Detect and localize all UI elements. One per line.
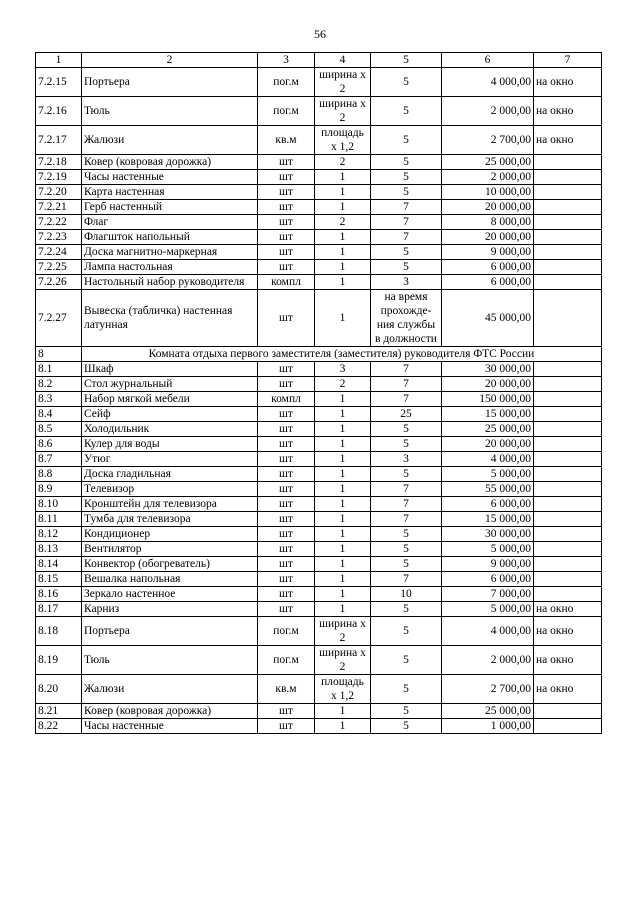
item-price: 2 700,00: [442, 675, 534, 704]
item-unit: шт: [258, 215, 315, 230]
item-price: 4 000,00: [442, 452, 534, 467]
item-note: [534, 497, 602, 512]
column-header: 4: [315, 53, 371, 68]
item-price: 1 000,00: [442, 719, 534, 734]
section-8-header: [36, 347, 602, 362]
item-note: [534, 290, 602, 347]
item-number: 8.12: [36, 527, 82, 542]
item-number: 7.2.19: [36, 170, 82, 185]
item-quantity: площадь х 1,2: [315, 126, 371, 155]
item-note: [534, 452, 602, 467]
item-note: [534, 245, 602, 260]
item-number: 8.10: [36, 497, 82, 512]
item-note: на окно: [534, 617, 602, 646]
item-name: Вешалка напольная: [82, 572, 258, 587]
item-number: 8.15: [36, 572, 82, 587]
item-number: 8.13: [36, 542, 82, 557]
item-price: 6 000,00: [442, 572, 534, 587]
section-row: [36, 347, 602, 362]
item-name: Тумба для телевизора: [82, 512, 258, 527]
column-header: 6: [442, 53, 534, 68]
item-name: Портьера: [82, 68, 258, 97]
item-note: [534, 719, 602, 734]
item-number: 8.17: [36, 602, 82, 617]
item-number: 8.21: [36, 704, 82, 719]
table-row: [36, 482, 602, 497]
item-number: 8.3: [36, 392, 82, 407]
item-name: Лампа настольная: [82, 260, 258, 275]
item-note: [534, 587, 602, 602]
item-note: [534, 155, 602, 170]
item-quantity: 1: [315, 512, 371, 527]
item-note: [534, 527, 602, 542]
item-unit: шт: [258, 260, 315, 275]
item-name: Жалюзи: [82, 126, 258, 155]
item-unit: шт: [258, 527, 315, 542]
item-quantity: 1: [315, 467, 371, 482]
item-number: 7.2.27: [36, 290, 82, 347]
item-term: 7: [371, 215, 442, 230]
item-number: 8.9: [36, 482, 82, 497]
item-note: [534, 200, 602, 215]
item-number: 8.14: [36, 557, 82, 572]
item-quantity: 1: [315, 422, 371, 437]
item-quantity: 1: [315, 392, 371, 407]
item-quantity: площадь х 1,2: [315, 675, 371, 704]
table-row: [36, 68, 602, 97]
table-row: [36, 675, 602, 704]
page-number: 56: [314, 27, 326, 41]
item-term: 7: [371, 200, 442, 215]
table-row: [36, 557, 602, 572]
item-price: 8 000,00: [442, 215, 534, 230]
table-row: [36, 719, 602, 734]
item-unit: шт: [258, 497, 315, 512]
item-quantity: 1: [315, 482, 371, 497]
table-row: [36, 170, 602, 185]
table-row: [36, 185, 602, 200]
item-note: [534, 377, 602, 392]
item-unit: пог.м: [258, 646, 315, 675]
table-row: [36, 377, 602, 392]
item-price: 150 000,00: [442, 392, 534, 407]
item-number: 8.5: [36, 422, 82, 437]
item-name: Герб настенный: [82, 200, 258, 215]
item-price: 2 000,00: [442, 170, 534, 185]
item-unit: шт: [258, 719, 315, 734]
item-note: на окно: [534, 675, 602, 704]
item-price: 2 000,00: [442, 97, 534, 126]
item-price: 2 700,00: [442, 126, 534, 155]
item-quantity: 1: [315, 557, 371, 572]
item-term: 7: [371, 497, 442, 512]
item-quantity: ширина х 2: [315, 617, 371, 646]
item-quantity: 1: [315, 170, 371, 185]
item-name: Кондиционер: [82, 527, 258, 542]
item-unit: шт: [258, 602, 315, 617]
section-number: 8: [36, 347, 82, 362]
item-number: 8.2: [36, 377, 82, 392]
item-quantity: 1: [315, 245, 371, 260]
item-unit: шт: [258, 245, 315, 260]
item-price: 5 000,00: [442, 467, 534, 482]
item-unit: компл: [258, 275, 315, 290]
item-note: [534, 542, 602, 557]
item-unit: шт: [258, 512, 315, 527]
item-note: [534, 260, 602, 275]
item-note: [534, 704, 602, 719]
item-price: 55 000,00: [442, 482, 534, 497]
item-number: 8.22: [36, 719, 82, 734]
item-number: 8.8: [36, 467, 82, 482]
item-unit: шт: [258, 155, 315, 170]
item-term: 5: [371, 719, 442, 734]
item-quantity: 1: [315, 260, 371, 275]
item-name: Доска гладильная: [82, 467, 258, 482]
item-unit: шт: [258, 170, 315, 185]
item-number: 7.2.16: [36, 97, 82, 126]
item-quantity: 1: [315, 719, 371, 734]
item-name: Сейф: [82, 407, 258, 422]
item-name: Вывеска (табличка) настенная латунная: [82, 290, 258, 347]
item-note: на окно: [534, 646, 602, 675]
section-title: Комната отдыха первого заместителя (заместителя) руководителя ФТС России: [82, 347, 602, 362]
item-term: 5: [371, 437, 442, 452]
item-quantity: 1: [315, 704, 371, 719]
item-price: 15 000,00: [442, 407, 534, 422]
item-unit: компл: [258, 392, 315, 407]
table-row: [36, 126, 602, 155]
item-quantity: 1: [315, 275, 371, 290]
item-unit: шт: [258, 290, 315, 347]
item-price: 9 000,00: [442, 245, 534, 260]
item-term: 5: [371, 527, 442, 542]
item-note: [534, 482, 602, 497]
column-header: 7: [534, 53, 602, 68]
item-name: Часы настенные: [82, 170, 258, 185]
item-name: Доска магнитно-маркерная: [82, 245, 258, 260]
item-name: Вентилятор: [82, 542, 258, 557]
table-row: [36, 290, 602, 347]
table-row: [36, 542, 602, 557]
item-price: 4 000,00: [442, 68, 534, 97]
item-name: Настольный набор руководителя: [82, 275, 258, 290]
item-price: 45 000,00: [442, 290, 534, 347]
item-quantity: 1: [315, 200, 371, 215]
item-term: 7: [371, 512, 442, 527]
item-price: 25 000,00: [442, 704, 534, 719]
item-unit: шт: [258, 557, 315, 572]
item-quantity: 1: [315, 527, 371, 542]
item-term: 3: [371, 452, 442, 467]
item-term: 7: [371, 377, 442, 392]
item-note: [534, 437, 602, 452]
item-unit: шт: [258, 407, 315, 422]
item-name: Часы настенные: [82, 719, 258, 734]
item-term: 5: [371, 617, 442, 646]
item-name: Карта настенная: [82, 185, 258, 200]
item-note: [534, 572, 602, 587]
item-name: Портьера: [82, 617, 258, 646]
item-number: 7.2.26: [36, 275, 82, 290]
item-note: [534, 407, 602, 422]
item-note: на окно: [534, 68, 602, 97]
table-row: [36, 646, 602, 675]
item-price: 7 000,00: [442, 587, 534, 602]
item-term: 5: [371, 557, 442, 572]
item-note: [534, 392, 602, 407]
item-price: 20 000,00: [442, 437, 534, 452]
table-row: [36, 437, 602, 452]
item-note: на окно: [534, 97, 602, 126]
table-row: [36, 155, 602, 170]
item-term: 5: [371, 422, 442, 437]
item-price: 6 000,00: [442, 260, 534, 275]
item-term: 7: [371, 572, 442, 587]
item-name: Телевизор: [82, 482, 258, 497]
item-number: 7.2.15: [36, 68, 82, 97]
item-term: 5: [371, 542, 442, 557]
item-name: Стол журнальный: [82, 377, 258, 392]
item-number: 8.11: [36, 512, 82, 527]
item-name: Ковер (ковровая дорожка): [82, 155, 258, 170]
item-number: 8.16: [36, 587, 82, 602]
item-name: Кулер для воды: [82, 437, 258, 452]
item-name: Конвектор (обогреватель): [82, 557, 258, 572]
table-row: [36, 215, 602, 230]
item-unit: шт: [258, 422, 315, 437]
item-number: 8.1: [36, 362, 82, 377]
item-name: Зеркало настенное: [82, 587, 258, 602]
item-quantity: ширина х 2: [315, 646, 371, 675]
item-price: 5 000,00: [442, 542, 534, 557]
item-term: на время прохожде-ния службы в должности: [371, 290, 442, 347]
section-7-rows: [36, 68, 602, 347]
item-note: [534, 185, 602, 200]
item-quantity: 1: [315, 290, 371, 347]
item-price: 10 000,00: [442, 185, 534, 200]
item-quantity: 3: [315, 362, 371, 377]
table-row: [36, 704, 602, 719]
item-unit: пог.м: [258, 617, 315, 646]
table-row: [36, 362, 602, 377]
item-unit: шт: [258, 230, 315, 245]
item-term: 7: [371, 230, 442, 245]
item-note: на окно: [534, 602, 602, 617]
item-name: Ковер (ковровая дорожка): [82, 704, 258, 719]
item-name: Набор мягкой мебели: [82, 392, 258, 407]
column-header: 5: [371, 53, 442, 68]
item-name: Флагшток напольный: [82, 230, 258, 245]
item-quantity: 1: [315, 497, 371, 512]
item-note: [534, 422, 602, 437]
item-number: 7.2.22: [36, 215, 82, 230]
item-unit: кв.м: [258, 675, 315, 704]
item-quantity: 2: [315, 377, 371, 392]
column-header: 1: [36, 53, 82, 68]
item-price: 6 000,00: [442, 497, 534, 512]
norms-table: [35, 52, 602, 734]
item-price: 5 000,00: [442, 602, 534, 617]
item-term: 5: [371, 185, 442, 200]
item-term: 5: [371, 155, 442, 170]
item-term: 5: [371, 170, 442, 185]
item-price: 20 000,00: [442, 230, 534, 245]
item-price: 15 000,00: [442, 512, 534, 527]
item-unit: шт: [258, 482, 315, 497]
table-row: [36, 467, 602, 482]
item-term: 5: [371, 245, 442, 260]
item-note: на окно: [534, 126, 602, 155]
item-unit: шт: [258, 437, 315, 452]
table-row: [36, 452, 602, 467]
item-unit: шт: [258, 542, 315, 557]
table-row: [36, 200, 602, 215]
table-row: [36, 230, 602, 245]
item-term: 5: [371, 602, 442, 617]
table-row: [36, 497, 602, 512]
item-unit: пог.м: [258, 68, 315, 97]
item-quantity: 1: [315, 542, 371, 557]
item-quantity: 1: [315, 602, 371, 617]
item-term: 25: [371, 407, 442, 422]
item-quantity: ширина х 2: [315, 68, 371, 97]
item-term: 5: [371, 646, 442, 675]
item-unit: шт: [258, 362, 315, 377]
item-unit: шт: [258, 452, 315, 467]
item-term: 5: [371, 704, 442, 719]
item-number: 8.19: [36, 646, 82, 675]
item-name: Жалюзи: [82, 675, 258, 704]
item-quantity: 1: [315, 587, 371, 602]
item-quantity: 1: [315, 572, 371, 587]
item-price: 2 000,00: [442, 646, 534, 675]
item-number: 7.2.24: [36, 245, 82, 260]
item-quantity: 1: [315, 407, 371, 422]
item-name: Холодильник: [82, 422, 258, 437]
item-unit: шт: [258, 587, 315, 602]
item-unit: шт: [258, 704, 315, 719]
item-quantity: 1: [315, 185, 371, 200]
item-unit: кв.м: [258, 126, 315, 155]
item-number: 7.2.21: [36, 200, 82, 215]
item-price: 30 000,00: [442, 362, 534, 377]
item-number: 8.4: [36, 407, 82, 422]
table-row: [36, 587, 602, 602]
item-number: 7.2.25: [36, 260, 82, 275]
item-term: 7: [371, 392, 442, 407]
item-number: 7.2.20: [36, 185, 82, 200]
item-quantity: 2: [315, 155, 371, 170]
table-row: [36, 512, 602, 527]
item-name: Шкаф: [82, 362, 258, 377]
item-note: [534, 467, 602, 482]
item-number: 8.6: [36, 437, 82, 452]
item-term: 7: [371, 362, 442, 377]
item-term: 5: [371, 68, 442, 97]
item-note: [534, 557, 602, 572]
table-row: [36, 245, 602, 260]
item-term: 5: [371, 126, 442, 155]
item-number: 8.20: [36, 675, 82, 704]
table-row: [36, 572, 602, 587]
table-row: [36, 422, 602, 437]
item-unit: шт: [258, 200, 315, 215]
table-row: [36, 275, 602, 290]
table-row: [36, 407, 602, 422]
column-number-row: [36, 53, 602, 68]
section-8-rows: [36, 362, 602, 734]
item-quantity: ширина х 2: [315, 97, 371, 126]
table-row: [36, 392, 602, 407]
item-price: 25 000,00: [442, 422, 534, 437]
table-row: [36, 617, 602, 646]
table-row: [36, 97, 602, 126]
item-note: [534, 275, 602, 290]
item-term: 5: [371, 675, 442, 704]
item-price: 6 000,00: [442, 275, 534, 290]
item-name: Тюль: [82, 97, 258, 126]
item-number: 8.7: [36, 452, 82, 467]
item-note: [534, 230, 602, 245]
item-term: 5: [371, 97, 442, 126]
item-quantity: 2: [315, 215, 371, 230]
item-unit: шт: [258, 467, 315, 482]
item-price: 9 000,00: [442, 557, 534, 572]
item-price: 20 000,00: [442, 377, 534, 392]
item-quantity: 1: [315, 437, 371, 452]
item-note: [534, 512, 602, 527]
item-number: 8.18: [36, 617, 82, 646]
item-price: 4 000,00: [442, 617, 534, 646]
item-term: 5: [371, 467, 442, 482]
item-term: 3: [371, 275, 442, 290]
item-name: Тюль: [82, 646, 258, 675]
item-term: 5: [371, 260, 442, 275]
item-number: 7.2.18: [36, 155, 82, 170]
table-row: [36, 260, 602, 275]
item-term: 10: [371, 587, 442, 602]
column-header: 3: [258, 53, 315, 68]
item-note: [534, 215, 602, 230]
item-unit: шт: [258, 185, 315, 200]
item-price: 25 000,00: [442, 155, 534, 170]
item-name: Утюг: [82, 452, 258, 467]
item-name: Флаг: [82, 215, 258, 230]
item-price: 30 000,00: [442, 527, 534, 542]
item-number: 7.2.17: [36, 126, 82, 155]
table-row: [36, 527, 602, 542]
column-header: 2: [82, 53, 258, 68]
item-name: Карниз: [82, 602, 258, 617]
item-unit: пог.м: [258, 97, 315, 126]
item-note: [534, 170, 602, 185]
item-name: Кронштейн для телевизора: [82, 497, 258, 512]
item-quantity: 1: [315, 230, 371, 245]
item-quantity: 1: [315, 452, 371, 467]
item-term: 7: [371, 482, 442, 497]
item-price: 20 000,00: [442, 200, 534, 215]
item-unit: шт: [258, 572, 315, 587]
item-unit: шт: [258, 377, 315, 392]
table-row: [36, 602, 602, 617]
item-note: [534, 362, 602, 377]
item-number: 7.2.23: [36, 230, 82, 245]
